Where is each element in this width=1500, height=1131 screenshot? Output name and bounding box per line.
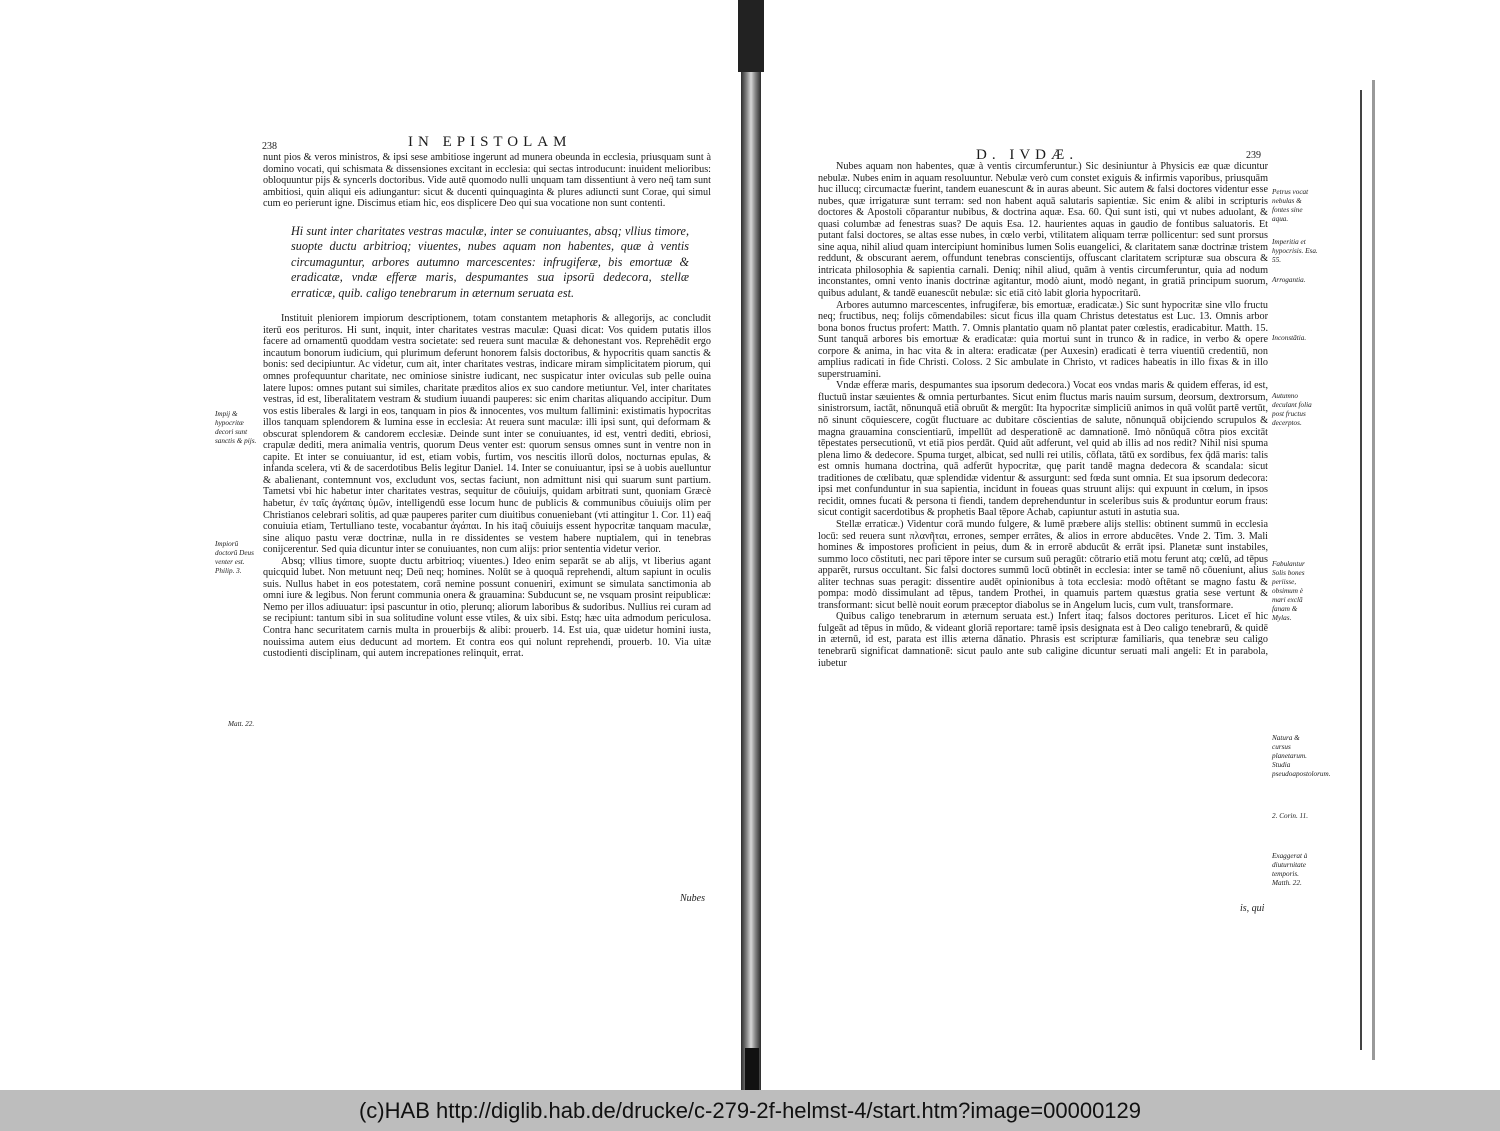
left-paragraph-2: Instituit pleniorem impiorum descriptionem, totam constantem metaphoris & allegorijs, ac concludit iterū eos perituros. Hi sunt, inquit, inter charitates vestras maculæ: Quasi dicat: Vos quidem putatis illos facere ad ornamentū quoddam vestra societate: sed reuera sunt maculæ & dehonestant vos. Reprehēdit ergo incautum bonorum iudicium, qui plurimum deferunt honorem falsis doctoribus, & hypocritis quam sanctis & bonis: sed decipiuntur. Ac videtur, cum ait, inter charitates vestras, indicare miram simplicitatem piorum, qui omnes profequuntur charitate, nec ominiose sinistre iudicant, nec suspicatur inter oviculas sub pelle ouina latere lupos: omnes putant sui similes, charitate præditos alios ex suo candore metiuntur. Vel, inter charitates vestras, id est, liberalitatem vestram & studium iuuandi pauperes: sic enim charitas aliquando accipitur. Dum vos estis liberales & largi in eos, tanquam in pios & innocentes, vos multum fallimini: existimatis hypocritas illos tanquam splendorem & lumina esse in ecclesia: At reuera sunt maculæ: illi ipsi sunt, qui deformam & obscurat splendorem & candorem ecclesiæ. Deinde sunt inter se conuiuantes, id est, ventri dediti, ebriosi, crapulæ dediti, mera animalia ventris, quorum Deus venter est: quorum sensus omnes sunt in ventre non in capite. Et inter se conuiuantur, id est, etiam vobis, furtim, vos nescitis illorū dolos, nocturnas epulas, & infanda scelera, vti & de sacerdotibus Belis legitur Daniel. 14. Inter se conuiuantur, ipsi se à uobis auelluntur & abalienant, contemnunt vos, excludunt vos, sectas faciunt, non admittunt nisi qui suarum sunt partium. Tametsi vbi hic habetur inter charitates vestras, sequitur de cōuiuijs, quidam arbitrati sunt, quoniam Græcè habetur, ἐν ταῖς ἀγάπαις ὑμῶν, intelligendū esse locum hunc de publicis & communibus cōuiuijs olim per Christianos celebrari solitis, ad quæ pauperes pariter cum diuitibus conueniebant (vti attingitur 1. Cor. 11) eaq̄ conuiuia etiam, Tertulliano teste, vocabantur ἀγάπαι. In his itaq̄ cōuiuijs essent hypocritæ tanquam maculæ, sine aliquo pastu veræ doctrinæ, nulla in re dissidentes se vestem habere nuptialem, qui in tenebras conijcerentur. Sed quia dicuntur inter se conuiuantes, non cum alijs: prior sententia videtur verior. xyxy=(263,313,711,556)
left-folio: 238 xyxy=(262,141,277,152)
spine-clamp-bottom xyxy=(745,1048,759,1090)
book-spine xyxy=(741,0,761,1090)
left-text-block xyxy=(263,152,711,660)
right-margin-note-7: Natura & cursus planetarum. Studia pseudoapostolorum. xyxy=(1272,734,1331,778)
right-margin-note-9: Exaggerat à diuturnitate temporis. Matth. 22. xyxy=(1272,852,1308,887)
copyright-footer: (c)HAB http://diglib.hab.de/drucke/c-279-2f-helmst-4/start.htm?image=00000129 xyxy=(0,1090,1500,1131)
right-margin-note-2: Imperitia et hypocrisis. Esa. 55. xyxy=(1272,238,1318,264)
right-running-head: D. IVDÆ. xyxy=(976,147,1079,163)
left-paragraph-1: nunt pios & veros ministros, & ipsi sese ambitiose ingerunt ad munera obeunda in ecclesia, priusquam sunt à domino vocati, qui schismata & dissensiones excitant in ecclesia: qui sectas introducunt: inuident melioribus: obloquuntur pijs & syncerls doctoribus. Vide autē quomodo nulli unquam tam dissentiunt à vero neq̄ tam sunt ambitiosi, quin aliqui eis adiungantur: sicut & ducenti quinquaginta & plures adiuncti sunt Corae, qui simul cum eo perierunt igne. Discimus etiam hic, eos displicere Deo qui sua vocatione non sunt contenti. xyxy=(263,152,711,210)
right-margin-note-5: Autumno deculant folia post fructus decerptos. xyxy=(1272,392,1312,427)
right-margin-note-1: Petrus vocat nebulas & fontes sine aqua. xyxy=(1272,188,1309,223)
right-paragraph-2: Arbores autumno marcescentes, infrugiferæ, bis emortuæ, eradicatæ.) Sic sunt hypocritæ sine vllo fructu neq; fructibus, neq; folijs cōmendabiles: sicut ficus illa quam Christus detestatus est Luc. 13. Omnis arbor bona bonos fructus profert: Matth. 7. Omnis plantatio quam nō plantat pater cœlestis, eradicabitur. Matth. 15. Sunt tanquā arbores bis emortuæ & eradicatæ: quia mortui sunt in trunco & in radice, in verbo & opere corpore & anima, in hac vita & in altera: eradicatæ (per Auxesin) eradicati è terra viuentiū credentiū, non amplius radicati in fide Christi. Coloss. 2 Sic ambulate in Christo, vt radices habeatis in illo fixas & in illo superstruamini. xyxy=(818,299,1268,380)
left-margin-note-3: Matt. 22. xyxy=(228,720,255,728)
right-paragraph-5: Quibus caligo tenebrarum in æternum seruata est.) Infert itaq; falsos doctores perituros. Licet eī hic fulgeāt ad tēpus in mūdo, & videant gloriā reportare: tamē ipsis designata est à Deo caligo tenebrarū, & quidē in æternū, id est, parata est illis æterna dānatio. Phrasis est scripturæ familiaris, qua tenebræ seu caligo tenebrarū significat damnationē: sicut paulo ante sub caligine dicuntur seruati mali angeli: Et in parabola, iubetur xyxy=(818,611,1268,669)
right-folio: 239 xyxy=(1246,150,1261,161)
right-margin-note-8: 2. Corin. 11. xyxy=(1272,812,1309,820)
right-margin-note-3: Arrogantia. xyxy=(1272,276,1306,284)
spine-clamp-top xyxy=(738,0,764,72)
page-edge-shadow xyxy=(1372,80,1375,1060)
right-catchword: is, qui xyxy=(1240,903,1265,914)
page-edge-line xyxy=(1360,90,1362,1050)
right-text-block xyxy=(818,161,1268,669)
left-margin-note-1: Impij & hypocritæ decori sunt sanctis & pijs. xyxy=(215,410,257,445)
right-page xyxy=(764,0,1500,1090)
right-paragraph-4: Stellæ erraticæ.) Videntur corā mundo fulgere, & lumē præbere alijs stellis: obtinent summū in ecclesia locū: sed reuera sunt πλανῆται, errones, semper errātes, & alios in errore abducētes. Vnde 2. Tim. 3. Mali homines & impostores proficient in peius, dum & in errorē abducūt & errāt ipsi. Planetæ sunt instabiles, summo loco cōstituti, nec pari tēpore inter se cursum suū peragūt: cōtrario etiā motu ferunt atq; cœlū, ad tēpus apparēt, rursus occultant. Sic falsi doctores summū locū obtinēt in ecclesia: inter se tamē nō cōueniunt, alius aliter technas suas peragit: dissentire audēt opinionibus à tota ecclesia: modò oftētant se magno fastu & pompa: modò dissimulant ad tēpus, tandem Prothei, in quamuis partem quæstus gratia sese vertunt & transformant: sicut bellè nouit eorum præceptor diabolus se in Angelum lucis, cum vult, transformare. xyxy=(818,518,1268,611)
right-margin-note-6: Fabulantur Solis bones periisse, obsimum è mari exclā fanam & Mylas. xyxy=(1272,560,1305,622)
right-margin-note-4: Inconstātia. xyxy=(1272,334,1307,342)
right-paragraph-3: Vndæ efferæ maris, despumantes sua ipsorum dedecora.) Vocat eos vndas maris & quidem efferas, id est, fluctuū instar sæuientes & omnia perturbantes. Sicut enim fluctus maris nauim sursum, deorsum, dextrorsum, sinistrorsum, iactāt, nōnunquā etiā obruūt & mergūt: Ita hypocritæ simpliciū animos in quā volūt partē vertūt, nō sinunt cōquiescere, cogūt fluctuare ac dubitare cōscientias de salute, nōnunquā obijciendo scrupulos & magna grauamina conscientiarū, impellūt ad desperationē ac damnationē. Imò nōnūquā cōtra pios excitāt tēpestates persecutionū, vt etiā pios perdāt. Quid aūt adferunt, vel quid ab illis ad nos redit? Nihil nisi spuma plena limo & dedecore. Spuma turget, albicat, sed nulli rei utilis, cōflata, tātū ex sordibus, fex q̄dā maris: talis est omnis humana doctrina, quā adferūt hypocritæ, quę parit tandē magna dedecora & scandala: sicut traditiones de cœlibatu, quæ splendidæ videntur & assurgunt: sed fœda sunt omnia. Et sua ipsorum dedecora: ipsi met confunduntur in sua sapientia, incidunt in foueas quas struunt alijs: qui expuunt in cœlum, in ipsos recidit, omnes fucati & persona ti fiendi, tandem deprehenduntur in sceleribus suis & produntur eorum fraus: sicut contigit sacerdotibus & prophetis Baal tēpore Achab, capiuntur astuti in astutia sua. xyxy=(818,380,1268,519)
left-running-head: IN EPISTOLAM xyxy=(408,134,572,150)
left-page xyxy=(0,0,740,1090)
right-paragraph-1: Nubes aquam non habentes, quæ à ventis circumferuntur.) Sic desiniuntur à Physicis eæ quæ dicuntur nebulæ. Nubes enim in aquam resoluuntur. Nebulæ verò cum constet exiguis & infirmis vaporibus, priusquām huc illucq; circumactæ fuerint, tandem euanescunt & in auras abeunt. Sic autem & falsi doctores videntur esse nubes, quæ irrigaturæ sunt terram: sed non habent aquā salutaris sapientiæ. Sic enim & alibi in scripturis doctores & Apostoli cōparantur nubibus, & doctrina aquæ. Esa. 60. Qui sunt isti, qui vt nubes aduolant, & quasi columbæ ad fenestras suas? De aquis Esa. 12. haurientes aquas in gaudio de fontibus saluatoris. Et putant falsi doctores, se altas esse nubes, in cœlo verbi, vtilitatem aliquam terræ pollicentur: sed sunt prorsus sine aqua, nihil aliud quam intercipiunt hominibus lumen Solis euangelici, & claritatem sanæ doctrinæ tristem reddunt, & obscurant aerem, offundunt tenebras conscientijs, offuscant claritatem scripturæ sua obscura & intricata philosophia & sapientia carnali. Deniq; nihil aliud, quām à ventis circumferuntur, quia ad nodum inconstantes, omni vento inanis doctrinæ agitantur, modò aiunt, modò negant, in gratiā principum suorum, quibus adulant, & tandē euanescūt nebulæ: sic etiā citò labit gloria hypocritarū. xyxy=(818,161,1268,300)
left-paragraph-3: Absq; vllius timore, suopte ductu arbitrioq; viuentes.) Ideo enim separāt se ab alijs, vt liberius agant quicquid lubet. Non metuunt neq; Deū neq; homines. Nolūt se à quoquā reprehendi, altum sapiunt in oculis suis. Nullus habet in eos potestatem, corā nemine possunt conueniri, eximunt se simulata sanctimonia ab omni iure & legibus. Non ferunt communia onera & grauamina: Subducunt se, ne vsquam prosint reipublicæ: Nemo per illos adiuuatur: ipsi pascuntur in otio, plerunq; aliorum laboribus & sudoribus. Nullius rei curam ad se recipiunt: tantum sibi in sua solitudine volunt esse vtiles, & uix sibi. Estq; hæc uita admodum periculosa. Contra hanc securitatem carnis multa in prouerbijs & alibi: prouerb. 14. Est uia, quæ uidetur homini iusta, nouissima autem eius deducunt ad mortem. Et contra eos qui nolunt reprehendi, prouerb. 10. Via uitæ custodienti disciplinam, qui autem increpationes relinquit, errat. xyxy=(263,555,711,660)
left-catchword: Nubes xyxy=(680,893,705,904)
left-lemma: Hi sunt inter charitates vestras maculæ, inter se conuiuantes, absq; vllius timore, suopte ductu arbitrioq; viuentes, nubes aquam non habentes, quæ à ventis circumaguntur, arbores autumno marcescentes: infrugiferæ, bis emortuæ & eradicatæ, vndæ efferæ maris, despumantes sua ipsorū dedecora, stellæ erraticæ, quib. caligo tenebrarum in æternum seruata est. xyxy=(291,223,689,300)
left-margin-note-2: Impiorū doctorū Deus venter est. Philip. 3. xyxy=(215,540,254,575)
